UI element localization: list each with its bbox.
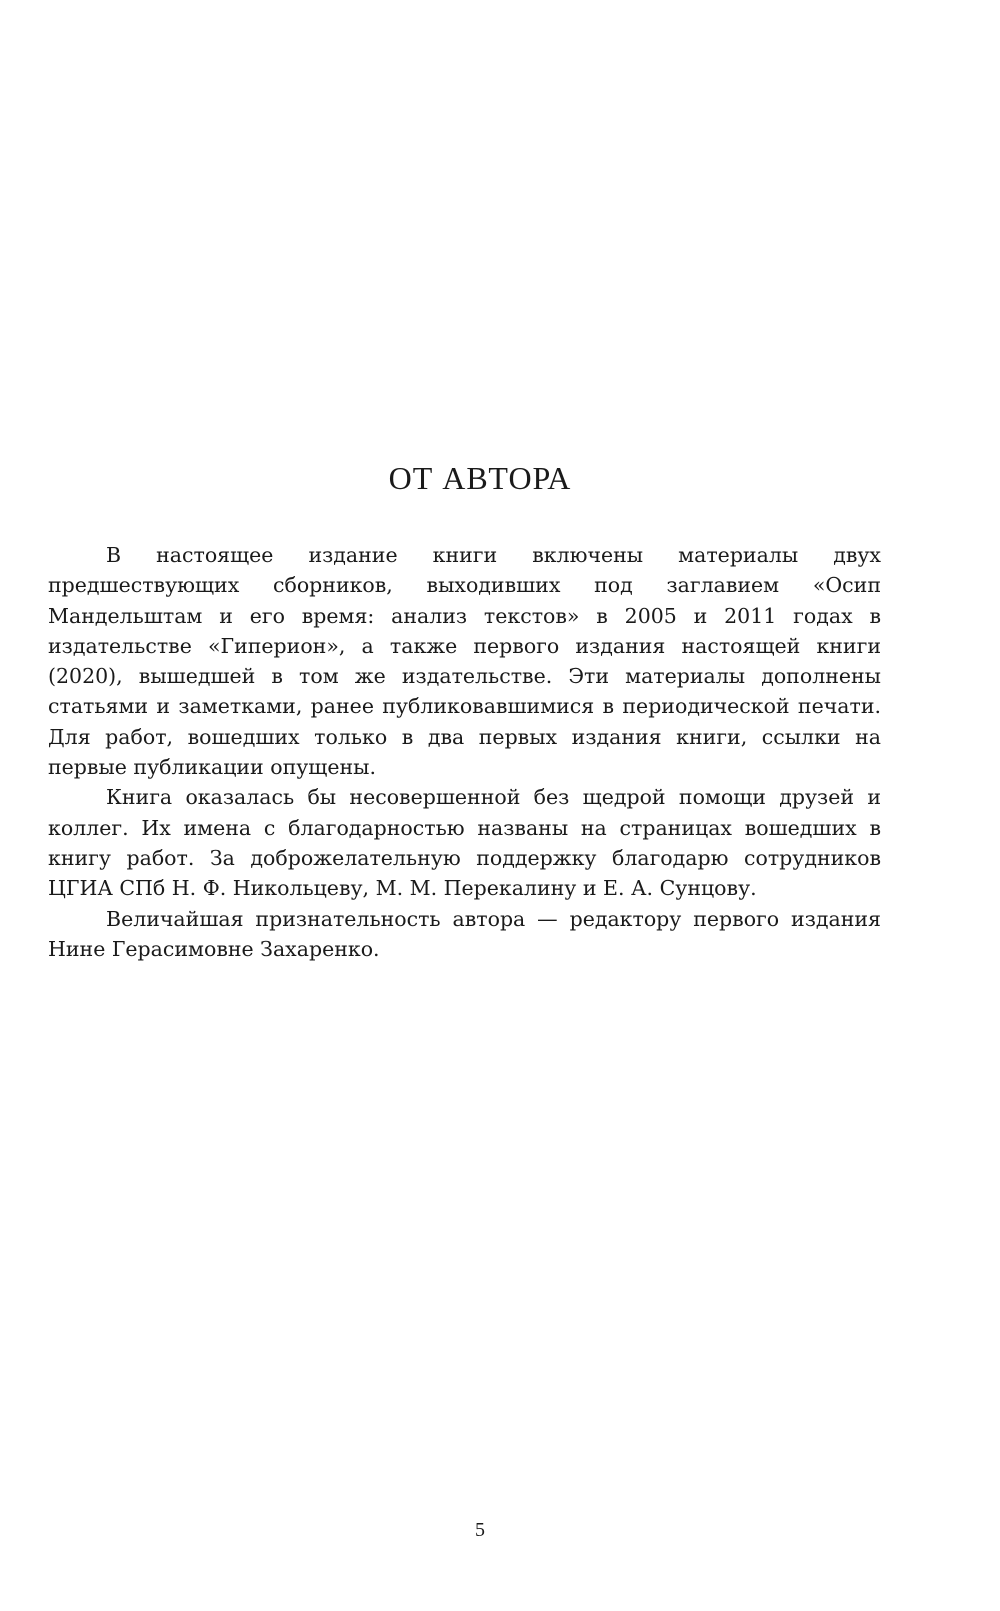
paragraph-acknowledgements: Книга оказалась бы несовершенной без щедрой помощи друзей и коллег. Их имена с благодарностью названы на страницах вошедших в книгу работ. За доброжелательную поддержку благодарю сотрудников ЦГИА СПб Н. Ф. Никольцеву, М. М. Перекалину и Е. А. Сунцову.: [48, 785, 881, 901]
paragraph-intro: В настоящее издание книги включены материалы двух предшествующих сборников, выходивших под заглавием «Осип Мандельштам и его время: анализ текстов» в 2005 и 2011 годах в издательстве «Гиперион», а также первого издания настоящей книги (2020), вышедшей в том же издательстве. Эти материалы дополнены статьями и заметками, ранее публиковавшимися в периодической печати. Для работ, вошедших только в два первых издания книги, ссылки на первые публикации опущены.: [48, 543, 881, 780]
page-number: 5: [475, 1519, 485, 1541]
page-title: ОТ АВТОРА: [388, 460, 572, 496]
body-text: [48, 540, 881, 964]
paragraph-editor-thanks: Величайшая признательность автора — редактору первого издания Нине Герасимовне Захаренко.: [48, 906, 881, 961]
